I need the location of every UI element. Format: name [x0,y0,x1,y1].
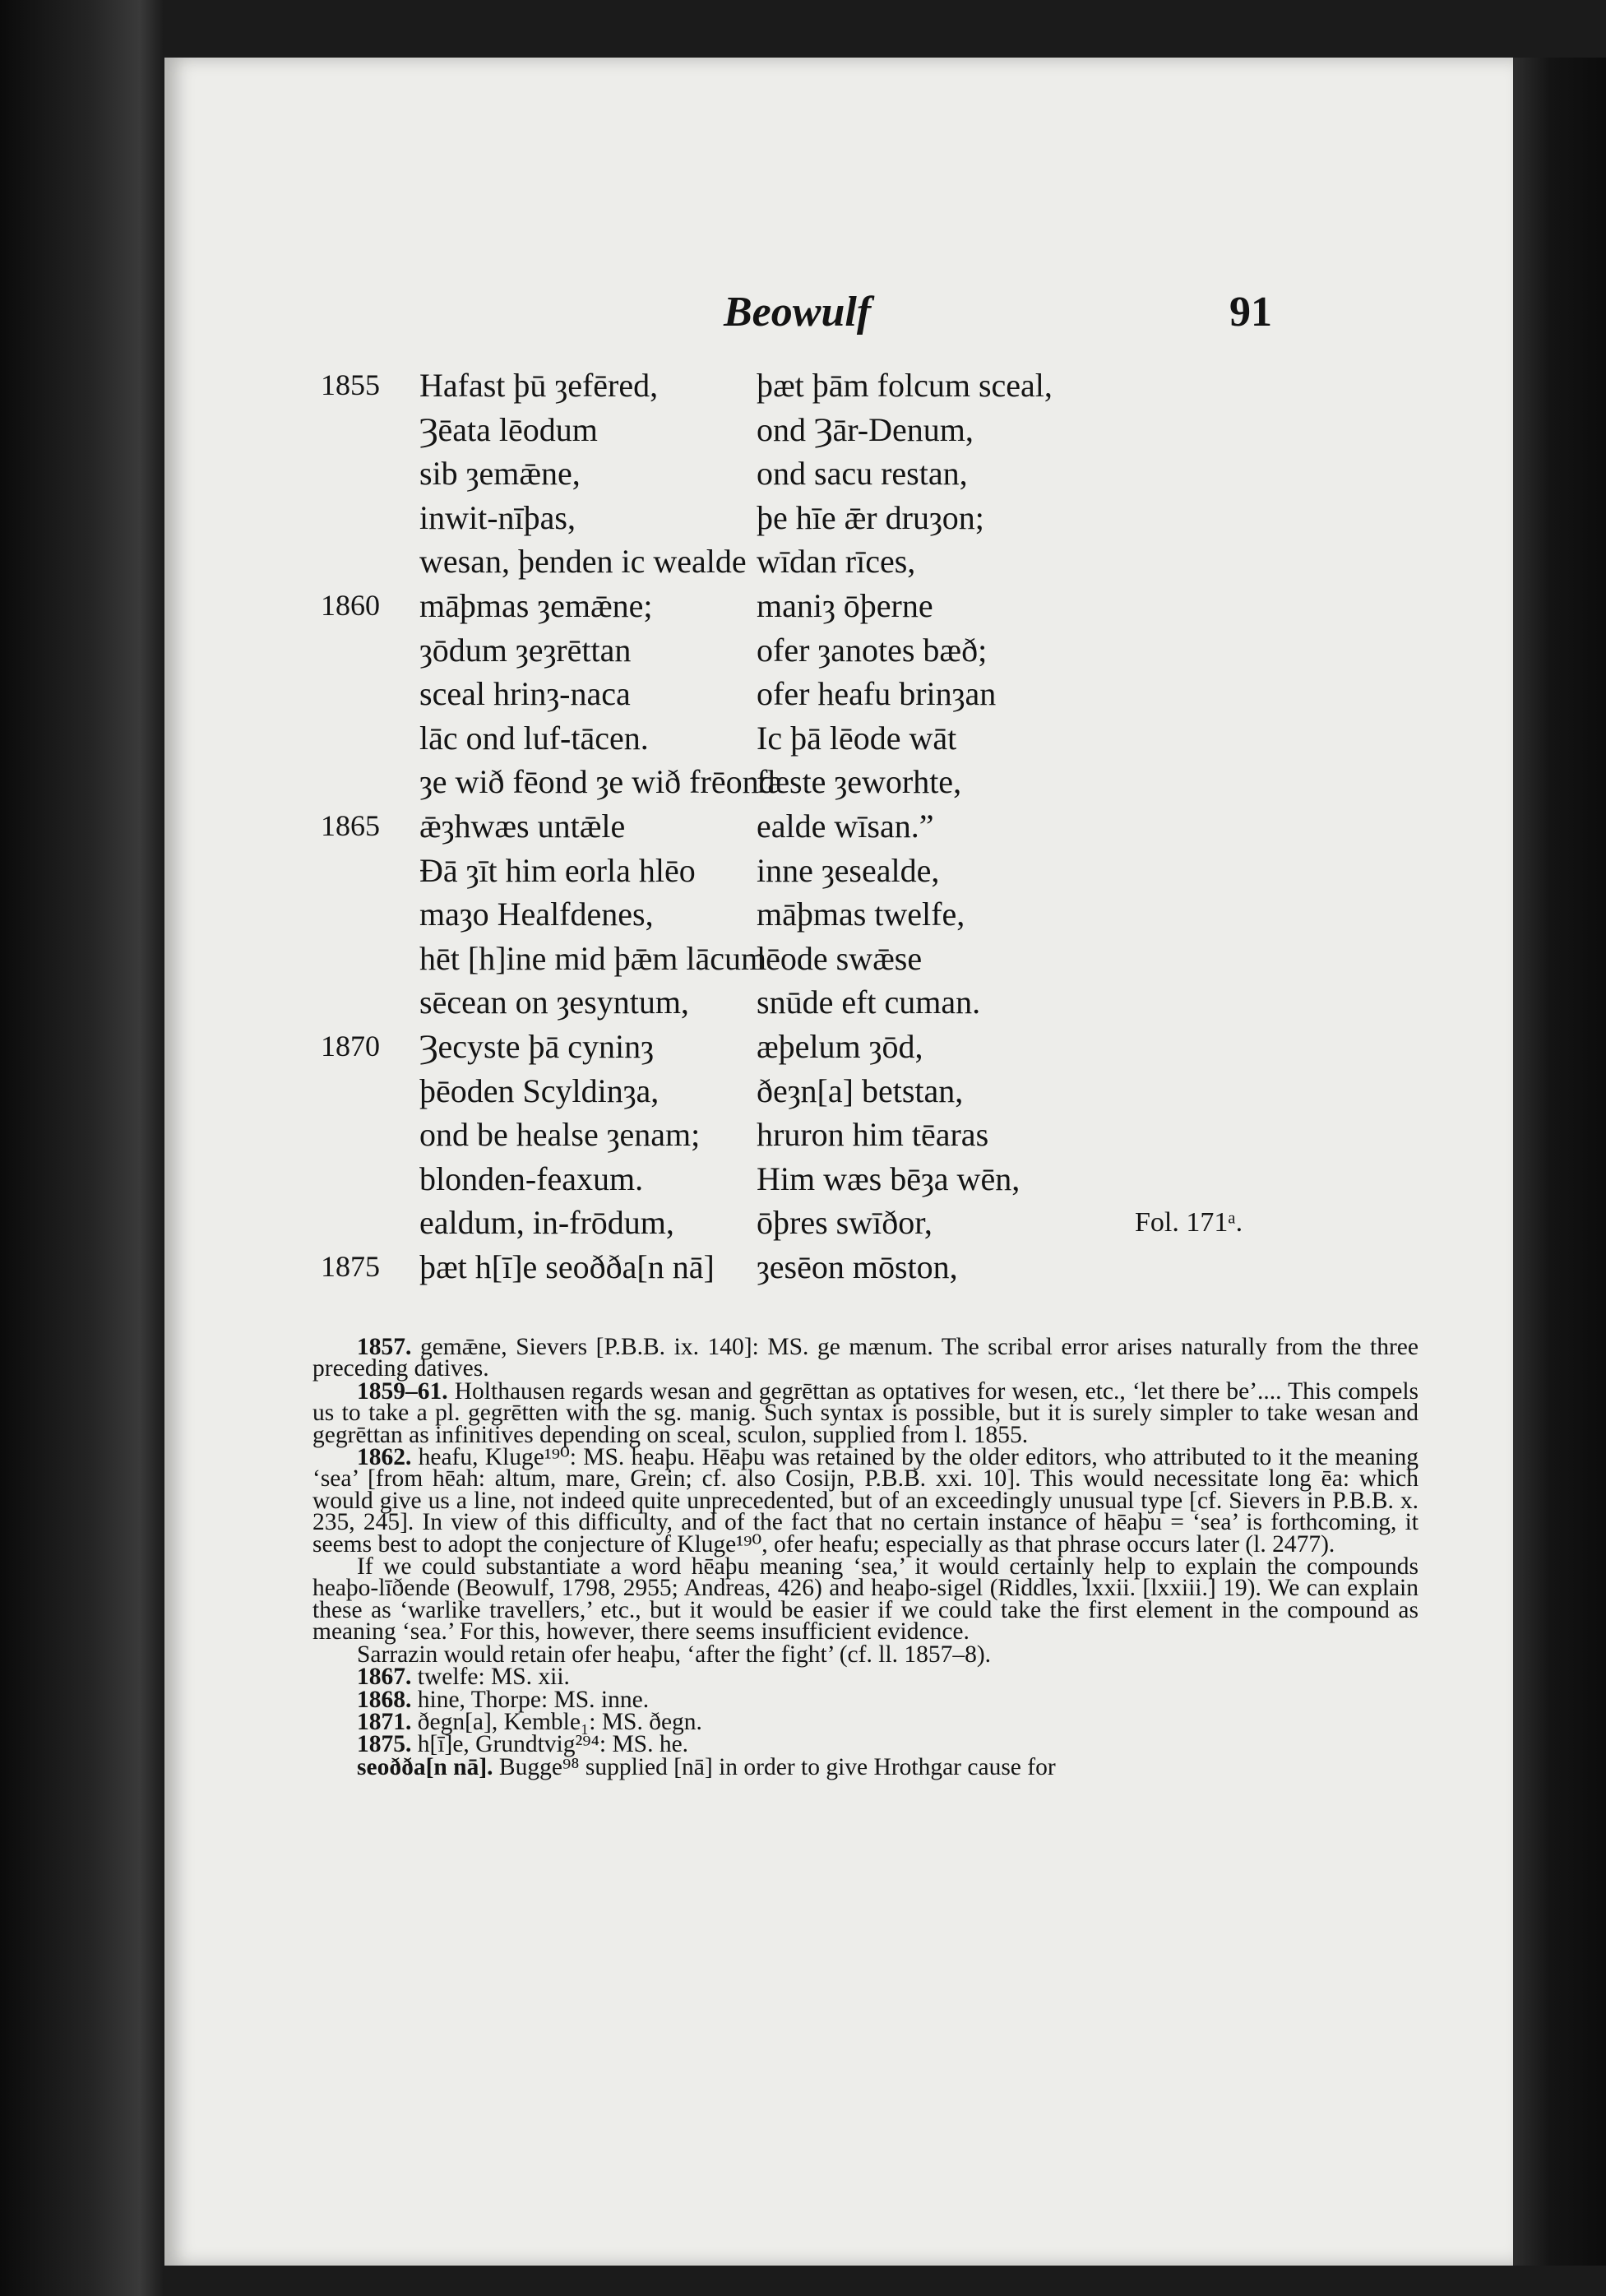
footnote-text: heafu, Kluge¹⁹⁰: MS. heaþu. Hēaþu was retained by the older editors, who attributed to it the meaning ‘sea’ [from hēah: altum, mare, Grein; cf. also Cosijn, P.B.B. xxi. 10]. This would necessitate long ēa: which would give us a line, not indeed quite unprecedented, but of an exceedingly unusual type [cf. Sievers in P.B.B. x. 235, 245]. In view of this difficulty, and of the fact that no certain instance of hēaþu = ‘sea’ is forthcoming, it seems best to adopt the conjecture of Kluge¹⁹⁰, ofer heafu; especially as that phrase occurs later (l. 2477). [312,1444,1419,1558]
footnote-text: twelfe: MS. xii. [417,1664,570,1691]
second-half-line: þæt þām folcum sceal, [757,367,1053,404]
line-number: 1865 [321,808,380,842]
footnote [312,1377,1419,1448]
verse-line [164,892,1513,937]
page-number: 91 [1229,289,1272,336]
verse-line [164,849,1513,893]
second-half-line: maniȝ ōþerne [757,586,933,624]
verse-line [164,1113,1513,1157]
verse-line [164,539,1513,584]
first-half-line: Ȝēata lēodum [419,410,598,448]
first-half-line: þēoden Scyldinȝa, [419,1072,660,1109]
verse-line [164,937,1513,981]
verse-line [164,804,1513,849]
first-half-line: ond be healse ȝenam; [419,1116,701,1154]
second-half-line: ond Ȝār-Denum, [757,410,974,448]
verse-line [164,584,1513,628]
second-half-line: wīdan rīces, [757,543,916,581]
verse-line [164,672,1513,716]
second-half-line: ðeȝn[a] betstan, [757,1072,964,1109]
line-number: 1870 [321,1029,380,1062]
first-half-line: sib ȝemǣne, [419,455,581,493]
footnote [312,1753,1419,1780]
footnote-ref: 1867. [357,1664,412,1691]
first-half-line: ealdum, in-frōdum, [419,1204,674,1242]
footnote [312,1686,1419,1713]
footnote-ref: seoðða[n nā]. [357,1753,493,1780]
second-half-line: Ic þā lēode wāt [757,719,957,757]
verse-line [164,363,1513,408]
second-half-line: ealde wīsan.” [757,807,934,845]
first-half-line: inwit-nīþas, [419,498,576,536]
verse-line [164,408,1513,452]
line-number: 1860 [321,588,380,622]
footnote [312,1708,1419,1735]
book-page [164,58,1513,2266]
line-number: 1855 [321,368,380,401]
footnote [312,1641,1419,1668]
second-half-line: ofer ȝanotes bæð; [757,631,988,669]
verse-line [164,628,1513,673]
page-edge [1513,58,1606,2266]
footnote [312,1444,1419,1558]
folio-marker: Fol. 171ᵃ. [1135,1207,1243,1238]
first-half-line: sēcean on ȝesyntum, [419,984,689,1021]
first-half-line: Hafast þū ȝefēred, [419,367,659,404]
footnote-ref: 1875. [357,1731,412,1758]
first-half-line: maȝo Healfdenes, [419,896,654,933]
verse-line [164,760,1513,804]
second-half-line: snūde eft cuman. [757,984,981,1021]
footnote-text: If we could substantiate a word hēaþu meaning ‘sea,’ it would certainly help to explain the compounds heaþo-līðende (Beowulf, 1798, 2955; Andreas, 426) and heaþo-sigel (Riddles, lxxii. [lxxiii.] 19). We can explain these as ‘warlike travellers,’ etc., but it would be easier if we could take the first element in the compound as meaning ‘sea.’ For this, however, there seems insufficient evidence. [312,1553,1419,1646]
verse-line [164,1245,1513,1289]
footnote-ref: 1859–61. [357,1377,448,1405]
second-half-line: lēode swǣse [757,939,923,977]
first-half-line: hēt [h]ine mid þǣm lācum [419,939,767,977]
first-half-line: ǣȝhwæs untǣle [419,807,626,845]
verse-line [164,1025,1513,1069]
verse-line [164,980,1513,1025]
first-half-line: þæt h[ī]e seoðða[n nā] [419,1248,715,1285]
first-half-line: sceal hrinȝ-naca [419,675,631,713]
footnote-text: Holthausen regards wesan and gegrēttan as optatives for wesen, etc., ‘let there be’.... This compels us to take a pl. gegrētten with the sg. manig. Such syntax is possible, but it is surely simpler to take wesan and gegrēttan as infinitives depending on sceal, sculon, supplied from l. 1855. [312,1377,1419,1448]
footnote [312,1664,1419,1691]
verse-line [164,1201,1513,1245]
footnote-text: gemǣne, Sievers [P.B.B. ix. 140]: MS. ge mænum. The scribal error arises naturally from the three preceding datives. [312,1334,1419,1382]
footnote [312,1553,1419,1646]
page-header [164,288,1513,354]
footnote-text: hine, Thorpe: MS. inne. [417,1686,650,1713]
verse-line [164,451,1513,496]
second-half-line: inne ȝesealde, [757,851,940,889]
first-half-line: ȝe wið fēond ȝe wið frēond [419,763,775,801]
footnote-text: Bugge⁹⁸ supplied [nā] in order to give Hrothgar cause for [498,1753,1056,1780]
second-half-line: æþelum ȝōd, [757,1027,923,1065]
first-half-line: māþmas ȝemǣne; [419,586,653,624]
first-half-line: lāc ond luf-tācen. [419,719,649,757]
first-half-line: ȝōdum ȝeȝrēttan [419,631,632,669]
verse-line [164,1157,1513,1201]
footnote-text: ðegn[a], Kemble₁: MS. ðegn. [417,1708,702,1735]
second-half-line: ōþres swīðor, [757,1204,933,1242]
verse-line [164,496,1513,540]
second-half-line: ofer heafu brinȝan [757,675,997,713]
first-half-line: Ðā ȝīt him eorla hlēo [419,851,696,889]
footnote-text: h[ī]e, Grundtvig²⁹⁴: MS. he. [417,1731,689,1758]
first-half-line: wesan, þenden ic wealde [419,543,747,581]
verse-line [164,716,1513,761]
second-half-line: fæste ȝeworhte, [757,763,962,801]
book-binding [0,0,164,2296]
footnote-ref: 1868. [357,1686,412,1713]
second-half-line: māþmas twelfe, [757,896,965,933]
footnote-text: Sarrazin would retain ofer heaþu, ‘after the fight’ (cf. ll. 1857–8). [357,1641,992,1668]
first-half-line: blonden-feaxum. [419,1160,644,1197]
verse-line [164,1069,1513,1113]
footnote-ref: 1862. [357,1444,412,1471]
second-half-line: þe hīe ǣr druȝon; [757,498,984,536]
poem-text [164,363,1513,1289]
second-half-line: hruron him tēaras [757,1116,989,1154]
second-half-line: Him wæs bēȝa wēn, [757,1160,1021,1197]
line-number: 1875 [321,1249,380,1283]
first-half-line: Ȝecyste þā cyninȝ [419,1027,654,1065]
footnote-ref: 1857. [357,1334,412,1360]
footnote [312,1731,1419,1758]
footnotes [312,1336,1419,1779]
footnote [312,1336,1419,1380]
running-title: Beowulf [724,289,872,336]
second-half-line: ond sacu restan, [757,455,968,493]
footnote-ref: 1871. [357,1708,412,1735]
second-half-line: ȝesēon mōston, [757,1248,958,1285]
